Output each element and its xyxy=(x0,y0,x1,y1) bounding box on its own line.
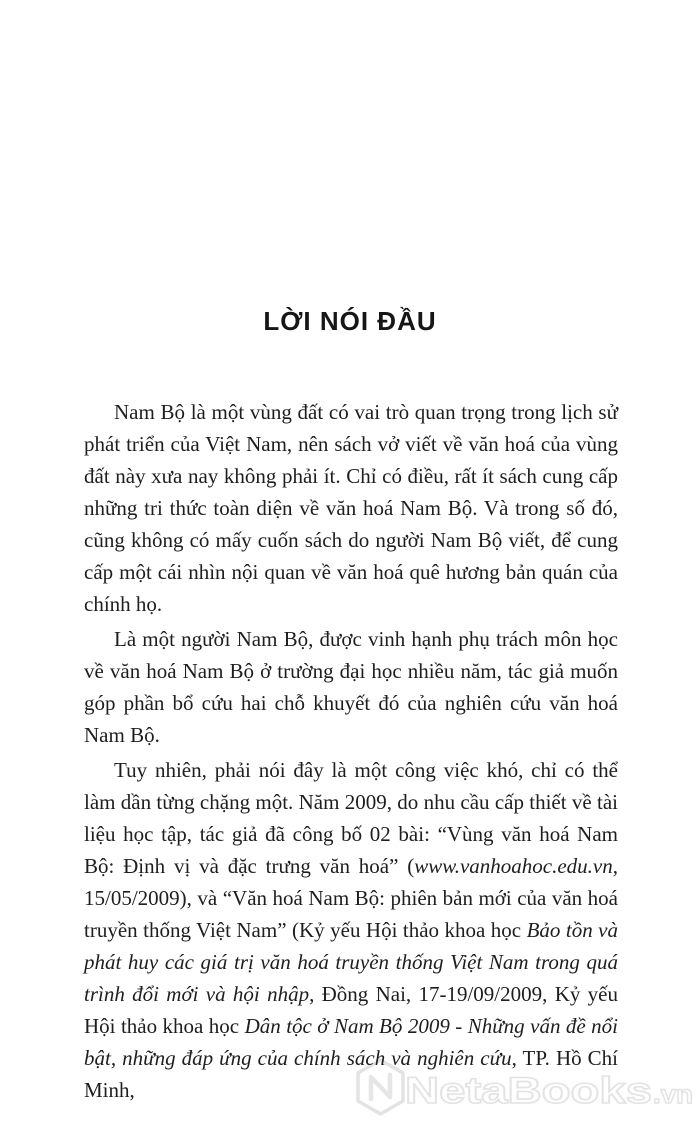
page-title: LỜI NÓI ĐẦU xyxy=(263,306,437,336)
watermark-brand-text: NetaBooks xyxy=(405,1070,652,1111)
paragraph-2 xyxy=(84,623,618,751)
paragraph-3-segment-1: Tuy nhiên, phải nói đây là một công việc khó, chỉ có thể làm dần từng chặng một. Năm 2009, do nhu cầu cấp thiết về tài liệu học tập, tác giả đã công bố 02 bài: “Vùng văn hoá Nam Bộ: Định vị và đặc trưng văn hoá” ( xyxy=(84,758,618,878)
paragraph-3 xyxy=(84,754,618,1106)
paragraph-3-segment-5: , Đồng Nai, 17-19/09/2009, Kỷ yếu Hội thảo khoa học xyxy=(84,982,618,1038)
paragraph-3-segment-3: , 15/05/2009), và “Văn hoá Nam Bộ: phiên bản mới của văn hoá truyền thống Việt Nam” (Kỷ yếu Hội thảo khoa học xyxy=(84,854,618,942)
paragraph-1-text: Nam Bộ là một vùng đất có vai trò quan trọng trong lịch sử phát triển của Việt Nam, nên sách vở viết về văn hoá của vùng đất này xưa nay không phải ít. Chỉ có điều, rất ít sách cung cấp những tri thức toàn diện về văn hoá Nam Bộ. Và trong số đó, cũng không có mấy cuốn sách do người Nam Bộ viết, để cung cấp một cái nhìn nội quan về văn hoá quê hương bản quán của chính họ. xyxy=(84,400,618,616)
paragraph-3-segment-6-book-title: Dân tộc ở Nam Bộ 2009 - Những vấn đề nổi bật, những đáp ứng của chính sách và nghiên cứu xyxy=(84,1014,618,1070)
paragraph-3-segment-2-url: www.vanhoahoc.edu.vn xyxy=(414,854,613,878)
paragraph-3-segment-7: , TP. Hồ Chí Minh, xyxy=(84,1046,619,1102)
paragraph-2-text: Là một người Nam Bộ, được vinh hạnh phụ trách môn học về văn hoá Nam Bộ ở trường đại học nhiều năm, tác giả muốn góp phần bổ cứu hai chỗ khuyết đó của nghiên cứu văn hoá Nam Bộ. xyxy=(84,627,618,747)
paragraph-3-segment-4-book-title: Bảo tồn và phát huy các giá trị văn hoá truyền thống Việt Nam trong quá trình đổi mới và hội nhập xyxy=(84,918,618,1006)
paragraph-1 xyxy=(84,396,618,620)
watermark-suffix-text: .vn xyxy=(653,1079,693,1109)
page-content xyxy=(84,396,618,1109)
